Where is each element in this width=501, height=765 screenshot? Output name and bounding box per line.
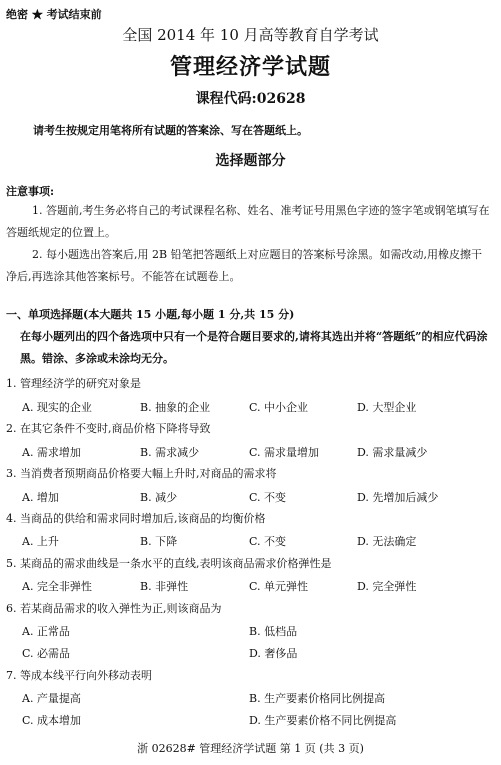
answer-notice: 请考生按规定用笔将所有试题的答案涂、写在答题纸上。	[33, 124, 308, 137]
option-c: C. 成本增加	[22, 714, 82, 727]
option-c: C. 单元弹性	[249, 580, 309, 593]
attention-title: 注意事项:	[6, 185, 55, 198]
option-d: D. 大型企业	[357, 401, 417, 414]
option-c: C. 中小企业	[249, 401, 309, 414]
option-b: B. 生产要素价格同比例提高	[249, 692, 386, 705]
option-d: D. 完全弹性	[357, 580, 417, 593]
option-c: C. 不变	[249, 491, 287, 504]
question-stem: 1. 管理经济学的研究对象是	[6, 377, 141, 390]
part-title: 一、单项选择题(本大题共 15 小题,每小题 1 分,共 15 分)	[6, 308, 295, 321]
option-c: C. 不变	[249, 535, 287, 548]
option-c: C. 需求量增加	[249, 446, 320, 459]
option-b: B. 低档品	[249, 625, 298, 638]
option-a: A. 现实的企业	[22, 401, 92, 414]
option-b: B. 减少	[140, 491, 178, 504]
question-stem: 3. 当消费者预期商品价格要大幅上升时,对商品的需求将	[6, 467, 277, 480]
option-b: B. 非弹性	[140, 580, 189, 593]
part-instruction: 在每小题列出的四个备选项中只有一个是符合题目要求的,请将其选出并将“答题纸”的相应代码涂黑。错涂、多涂或未涂均无分。	[20, 330, 488, 365]
page-footer: 浙 02628# 管理经济学试题 第 1 页 (共 3 页)	[137, 742, 364, 755]
option-b: B. 需求减少	[140, 446, 200, 459]
subject-title: 管理经济学试题	[169, 54, 331, 80]
option-d: D. 需求量减少	[357, 446, 428, 459]
option-a: A. 增加	[22, 491, 59, 504]
section-title: 选择题部分	[215, 153, 286, 169]
option-b: B. 下降	[140, 535, 178, 548]
option-d: D. 无法确定	[357, 535, 417, 548]
option-a: A. 产量提高	[22, 692, 81, 705]
course-code: 课程代码:02628	[195, 91, 306, 107]
attention-item-1: 1. 答题前,考生务必将自己的考试课程名称、姓名、准考证号用黑色字迹的签字笔或钢笔填写在答题纸规定的位置上。	[6, 204, 490, 239]
question-stem: 5. 某商品的需求曲线是一条水平的直线,表明该商品需求价格弹性是	[6, 557, 332, 570]
option-d: D. 生产要素价格不同比例提高	[249, 714, 397, 727]
option-c: C. 必需品	[22, 647, 71, 660]
option-a: A. 上升	[22, 535, 59, 548]
question-stem: 4. 当商品的供给和需求同时增加后,该商品的均衡价格	[6, 512, 266, 525]
exam-title: 全国 2014 年 10 月高等教育自学考试	[122, 26, 379, 44]
question-stem: 2. 在其它条件不变时,商品价格下降将导致	[6, 422, 211, 435]
option-d: D. 先增加后减少	[357, 491, 439, 504]
option-b: B. 抽象的企业	[140, 401, 211, 414]
option-d: D. 奢侈品	[249, 647, 298, 660]
question-stem: 6. 若某商品需求的收入弹性为正,则该商品为	[6, 602, 222, 615]
attention-item-2: 2. 每小题选出答案后,用 2B 铅笔把答题纸上对应题目的答案标号涂黑。如需改动,用橡皮擦干净后,再选涂其他答案标号。不能答在试题卷上。	[6, 248, 483, 283]
option-a: A. 完全非弹性	[22, 580, 92, 593]
option-a: A. 正常品	[22, 625, 70, 638]
question-stem: 7. 等成本线平行向外移动表明	[6, 669, 152, 682]
secrecy-label: 绝密 ★ 考试结束前	[6, 8, 102, 21]
option-a: A. 需求增加	[22, 446, 81, 459]
